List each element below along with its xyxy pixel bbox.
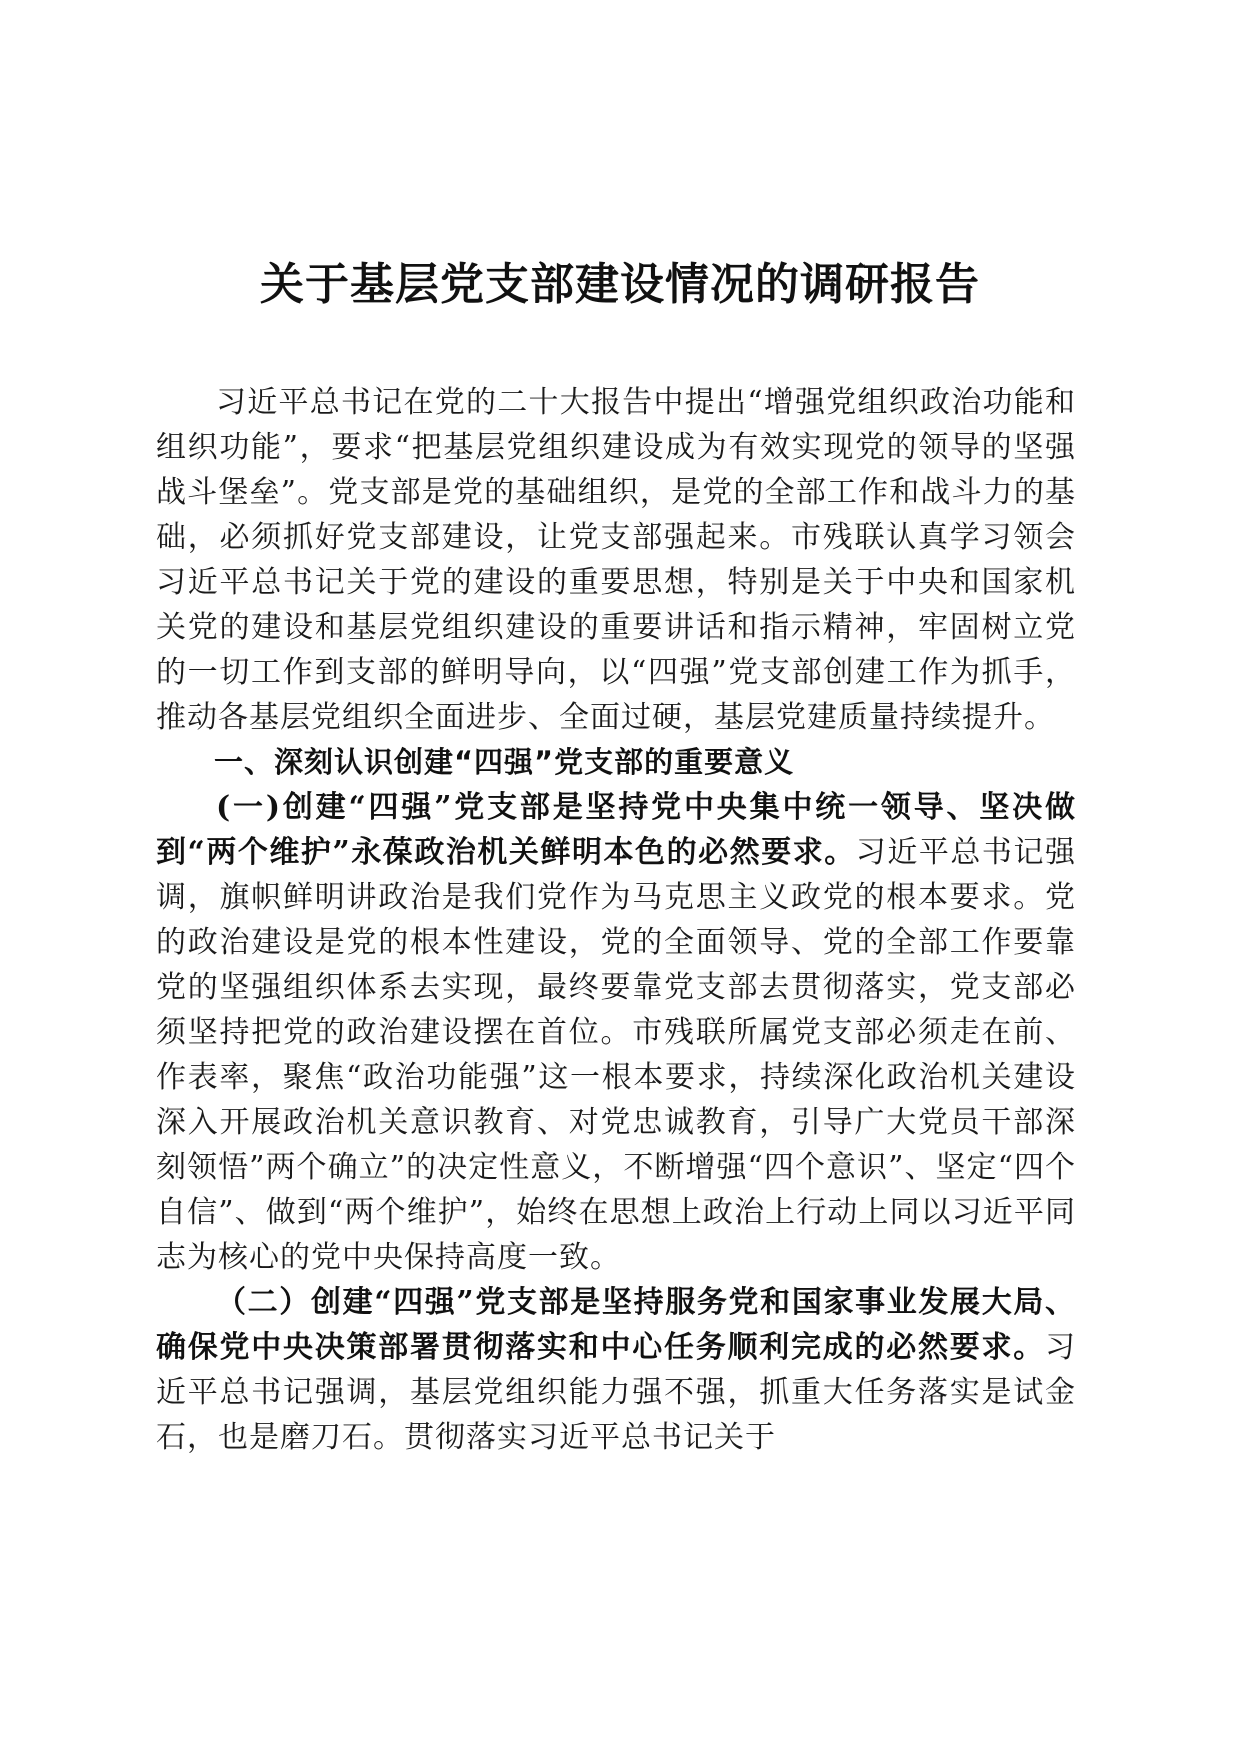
subsection-1-paragraph: [156, 785, 1076, 1280]
subsection-1-text: 习近平总书记强调，旗帜鲜明讲政治是我们党作为马克思主义政党的根本要求。党的政治建设是党的根本性建设，党的全面领导、党的全部工作要靠党的坚强组织体系去实现，最终要靠党支部去贯彻落实，党支部必须坚持把党的政治建设摆在首位。市残联所属党支部必须走在前、作表率，聚焦“政治功能强”这一根本要求，持续深化政治机关建设深入开展政治机关意识教育、对党忠诚教育，引导广大党员干部深刻领悟”两个确立”的决定性意义，不断增强“四个意识”、坚定“四个自信”、做到“两个维护”，始终在思想上政治上行动上同以习近平同志为核心的党中央保持高度一致。: [156, 835, 1077, 1275]
subsection-2-lead: （二）创建“四强”党支部是坚持服务党和国家事业发展大局、确保党中央决策部署贯彻落实和中心任务顺利完成的必然要求。: [156, 1285, 1076, 1365]
intro-paragraph: 习近平总书记在党的二十大报告中提出“增强党组织政治功能和组织功能”，要求“把基层党组织建设成为有效实现党的领导的坚强战斗堡垒”。党支部是党的基础组织，是党的全部工作和战斗力的基础，必须抓好党支部建设，让党支部强起来。市残联认真学习领会习近平总书记关于党的建设的重要思想，特别是关于中央和国家机关党的建设和基层党组织建设的重要讲话和指示精神，牢固树立党的一切工作到支部的鲜明导向，以“四强”党支部创建工作为抓手，推动各基层党组织全面进步、全面过硬，基层党建质量持续提升。: [156, 385, 1076, 735]
subsection-2-text: 习近平总书记强调，基层党组织能力强不强，抓重大任务落实是试金石，也是磨刀石。贯彻落实习近平总书记关于: [156, 1330, 1076, 1455]
subsection-1-lead: (一)创建“四强”党支部是坚持党中央集中统一领导、坚决做到“两个维护”永葆政治机关鲜明本色的必然要求。: [156, 790, 1076, 870]
document-body: [156, 380, 1076, 1460]
section-heading: 一、深刻认识创建“四强”党支部的重要意义: [214, 745, 795, 779]
document-title: 关于基层党支部建设情况的调研报告: [260, 259, 980, 310]
subsection-2-paragraph: [156, 1280, 1076, 1460]
